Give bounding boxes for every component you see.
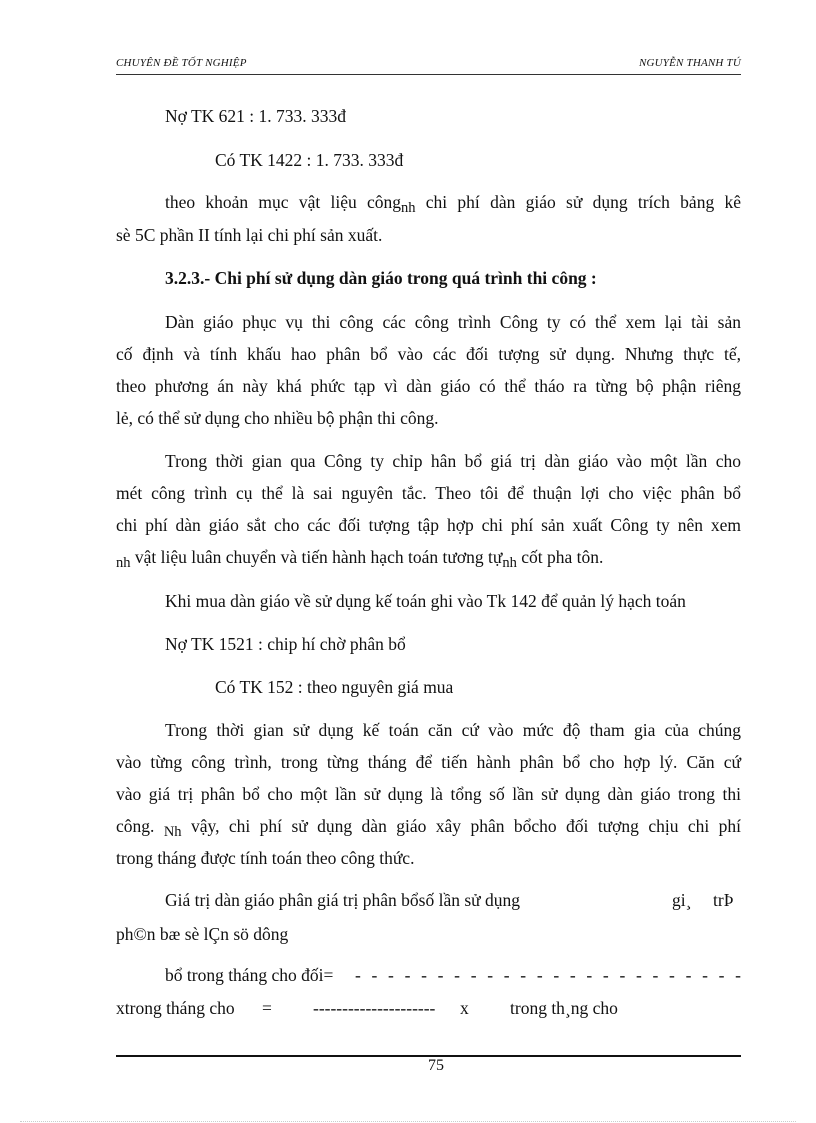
entry-line: Nợ TK 1521 : chip hí chờ phân bổ [165, 634, 406, 654]
entry-line: Nợ TK 621 : 1. 733. 333đ [165, 106, 347, 126]
formula-fragment: = [262, 998, 272, 1018]
body-line: theo phương án này khá phức tạp vì dàn giáo có thể tháo ra từng bộ phận riêng [116, 376, 741, 396]
header-left: CHUYÊN ĐỀ TỐT NGHIỆP [116, 57, 247, 69]
formula-line: Giá trị dàn giáo phân giá trị phân bổsố lần sử dụng [165, 890, 521, 910]
body-line: theo khoản mục vật liệu công$_{nh}$ chi phí dàn giáo sử dụng trích bảng kê [165, 192, 741, 216]
body-line: sè 5C phần II tính lại chi phí sản xuất. [116, 225, 383, 245]
body-line: cố định và tính khấu hao phân bổ vào các đối tượng sử dụng. Nhưng thực tế, [116, 344, 741, 364]
body-line: Trong thời gian qua Công ty chỉp hân bổ giá trị dàn giáo vào một lần cho [165, 451, 741, 471]
body-line: mét công trình cụ thể là sai nguyên tắc. Theo tôi để thuận lợi cho việc phân bổ [116, 483, 741, 503]
header-right: NGUYỄN THANH TÚ [638, 57, 741, 69]
entry-line: Có TK 1422 : 1. 733. 333đ [215, 150, 404, 170]
body-line: chi phí dàn giáo sắt cho các đối tượng tập hợp chi phí sản xuất Công ty nên xem [116, 515, 741, 535]
formula-fragment: gi¸ [672, 890, 692, 910]
section-heading: 3.2.3.- Chi phí sử dụng dàn giáo trong quá trình thi công : [165, 268, 597, 288]
formula-fragment: trong th¸ng cho [510, 998, 618, 1018]
body-line: Trong thời gian sử dụng kế toán căn cứ vào mức độ tham gia của chúng [165, 720, 741, 740]
formula-line: xtrong tháng cho [116, 998, 235, 1018]
formula-line: bổ trong tháng cho đối= [165, 965, 334, 985]
formula-dashes: - - - - - - - - - - - - - - - - - - - - - - - - [355, 965, 741, 985]
body-line: Dàn giáo phục vụ thi công các công trình Công ty có thể xem lại tài sản [165, 312, 741, 332]
page-edge-dots [20, 1121, 796, 1122]
formula-line: ph©n bæ sè lÇn sö dông [116, 924, 289, 944]
formula-fragment: trÞ [713, 890, 734, 910]
formula-fragment: x [460, 998, 469, 1018]
body-line: trong tháng được tính toán theo công thức. [116, 848, 415, 868]
formula-dashes: --------------------- [313, 998, 436, 1018]
entry-line: Có TK 152 : theo nguyên giá mua [215, 677, 454, 697]
body-line: lẻ, có thể sử dụng cho nhiều bộ phận thi công. [116, 408, 439, 428]
body-line: $_{nh}$ vật liệu luân chuyển và tiến hành hạch toán tương tự$_{nh}$ cốt pha tôn. [116, 547, 604, 571]
page-number: 75 [428, 1057, 444, 1074]
body-line: vào giá trị phân bổ cho một lần sử dụng là tổng số lần sử dụng dàn giáo trong thi [116, 784, 741, 804]
header-rule [116, 74, 741, 75]
body-line: Khi mua dàn giáo về sử dụng kế toán ghi vào Tk 142 để quản lý hạch toán [165, 591, 686, 611]
body-line: vào từng công trình, trong từng tháng để tiến hành phân bổ cho hợp lý. Căn cứ [116, 752, 741, 772]
body-line: công. $_{Nh}$ vậy, chi phí sử dụng dàn giáo xây phân bổcho đối tượng chịu chi phí [116, 816, 742, 840]
